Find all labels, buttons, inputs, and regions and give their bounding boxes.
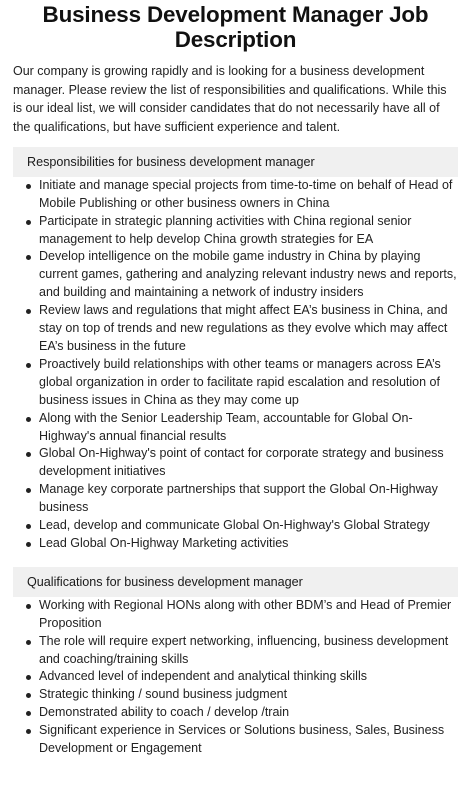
qualifications-heading: Qualifications for business development manager (13, 567, 458, 597)
list-item: Manage key corporate partnerships that support the Global On-Highway business (13, 481, 458, 517)
page-title: Business Development Manager Job Description (42, 2, 429, 52)
list-item: Global On-Highway's point of contact for corporate strategy and business development initiatives (13, 445, 458, 481)
list-item: Strategic thinking / sound business judgment (13, 686, 458, 704)
list-item: Review laws and regulations that might affect EA’s business in China, and stay on top of trends and new regulations as they evolve which may affect EA’s business in the future (13, 302, 458, 356)
intro-paragraph: Our company is growing rapidly and is looking for a business development manager. Please review the list of responsibilities and qualifications. While this is our ideal list, we will consider candidates that do not necessarily have all of the qualifications, but have sufficient experience and talent. (13, 64, 447, 135)
list-item: Advanced level of independent and analytical thinking skills (13, 668, 458, 686)
list-item: Lead, develop and communicate Global On-Highway's Global Strategy (13, 517, 458, 535)
list-item: Significant experience in Services or Solutions business, Sales, Business Development or Engagement (13, 722, 458, 758)
list-item: Proactively build relationships with other teams or managers across EA’s global organization in order to facilitate rapid escalation and resolution of business issues in China as they may come up (13, 356, 458, 410)
list-item: Initiate and manage special projects from time-to-time on behalf of Head of Mobile Publishing or other business owners in China (13, 177, 458, 213)
responsibilities-list (13, 177, 458, 553)
list-item: Along with the Senior Leadership Team, accountable for Global On-Highway's annual financial results (13, 410, 458, 446)
list-item: Demonstrated ability to coach / develop /train (13, 704, 458, 722)
list-item: Develop intelligence on the mobile game industry in China by playing current games, gathering and analyzing relevant industry news and reports, and building and maintaining a network of industry insiders (13, 248, 458, 302)
list-item: The role will require expert networking, influencing, business development and coaching/training skills (13, 633, 458, 669)
list-item: Participate in strategic planning activities with China regional senior management to help develop China growth strategies for EA (13, 213, 458, 249)
qualifications-list (13, 597, 458, 758)
responsibilities-heading: Responsibilities for business development manager (13, 147, 458, 177)
list-item: Lead Global On-Highway Marketing activities (13, 535, 458, 553)
list-item: Working with Regional HONs along with other BDM’s and Head of Premier Proposition (13, 597, 458, 633)
